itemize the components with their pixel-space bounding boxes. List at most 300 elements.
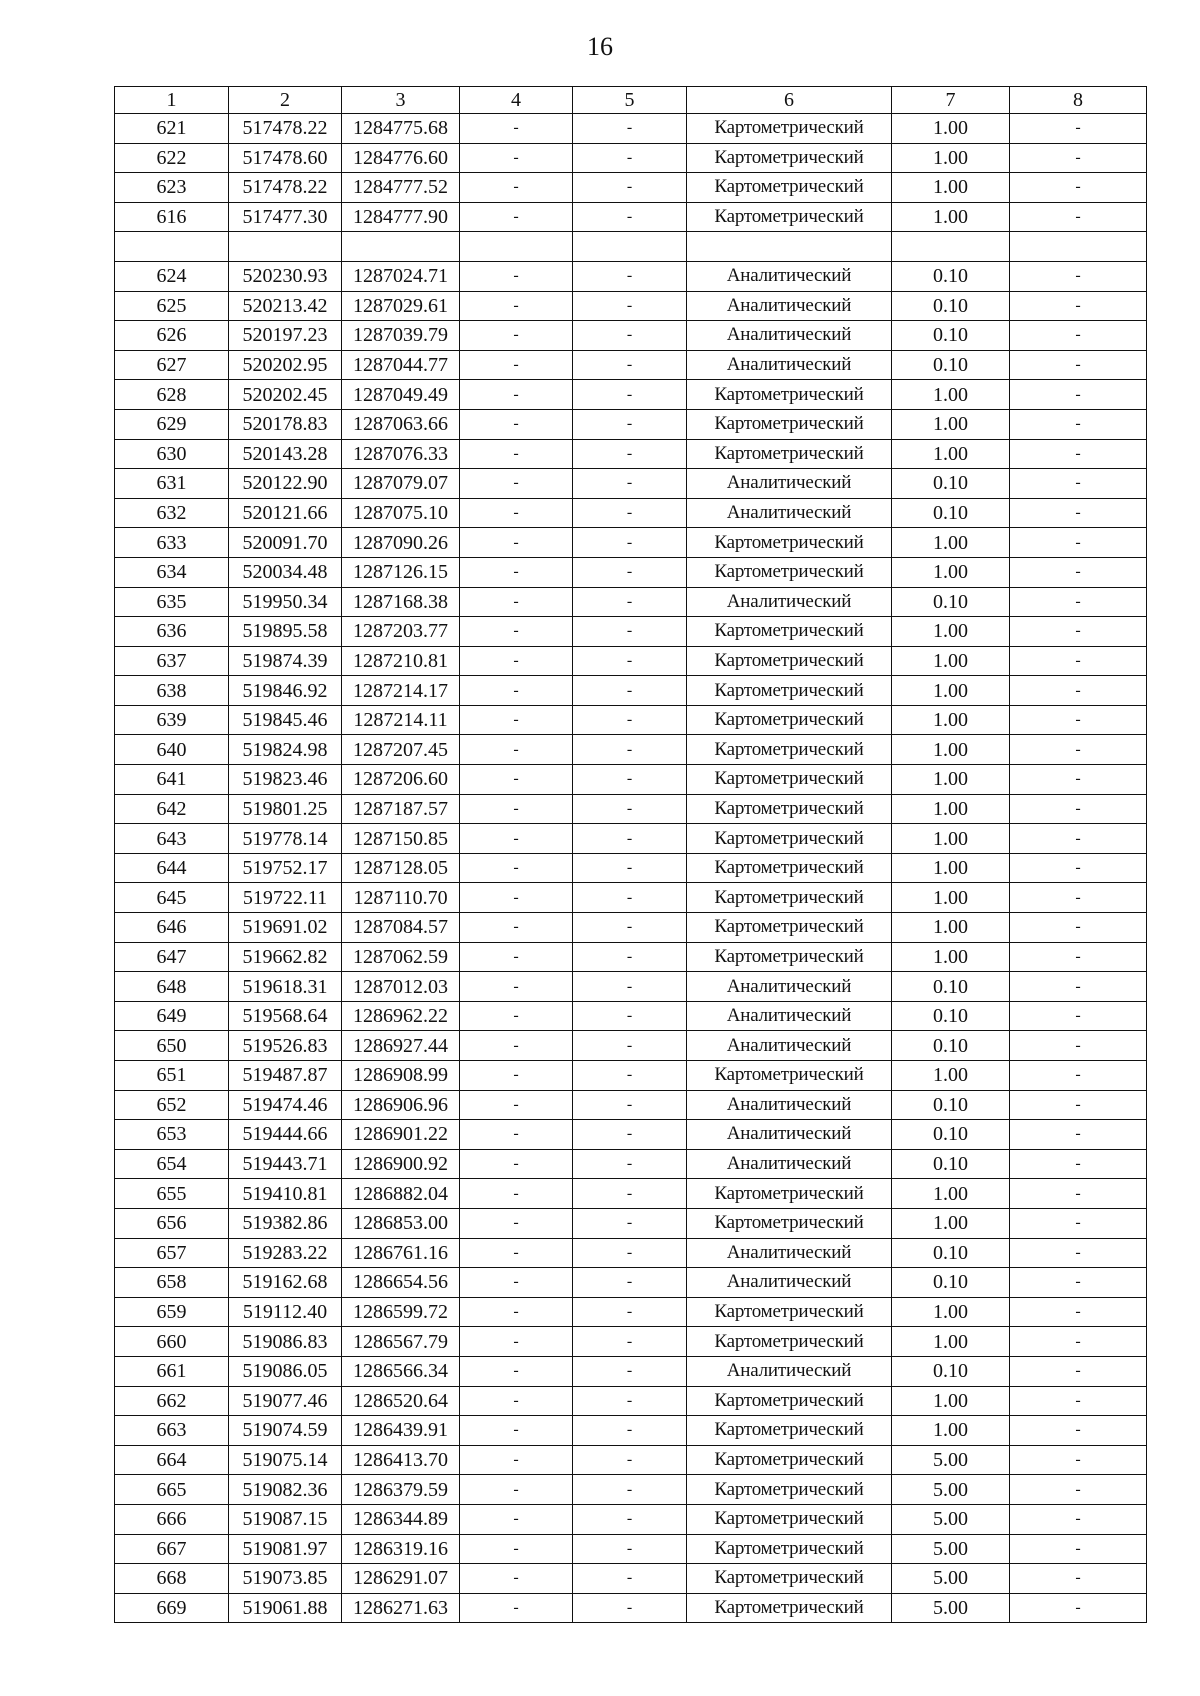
y-coordinate-cell: 1286908.99 [342, 1061, 460, 1091]
x-coordinate-cell: 519086.05 [229, 1356, 342, 1386]
y-coordinate-cell: 1287126.15 [342, 557, 460, 587]
column-8-cell: - [1010, 735, 1147, 765]
point-number-cell: 627 [115, 350, 229, 380]
point-number-cell: 646 [115, 913, 229, 943]
column-4-cell: - [460, 1534, 573, 1564]
x-coordinate-cell: 519950.34 [229, 587, 342, 617]
y-coordinate-cell: 1286271.63 [342, 1593, 460, 1623]
column-4-cell: - [460, 1475, 573, 1505]
column-4-cell: - [460, 1061, 573, 1091]
method-cell: Аналитический [687, 1120, 892, 1150]
column-4-cell: - [460, 1416, 573, 1446]
x-coordinate-cell: 519662.82 [229, 942, 342, 972]
x-coordinate-cell: 520121.66 [229, 498, 342, 528]
accuracy-cell: 0.10 [892, 321, 1010, 351]
y-coordinate-cell: 1287128.05 [342, 853, 460, 883]
column-5-cell: - [573, 202, 687, 232]
accuracy-cell: 1.00 [892, 528, 1010, 558]
column-4-cell: - [460, 1356, 573, 1386]
point-number-cell: 633 [115, 528, 229, 558]
column-5-cell: - [573, 1061, 687, 1091]
method-cell: Картометрический [687, 202, 892, 232]
column-4-cell: - [460, 646, 573, 676]
column-8-cell: - [1010, 913, 1147, 943]
x-coordinate-cell: 520143.28 [229, 439, 342, 469]
table-row [115, 143, 1147, 173]
point-number-cell: 626 [115, 321, 229, 351]
point-number-cell: 658 [115, 1268, 229, 1298]
method-cell: Картометрический [687, 853, 892, 883]
column-8-cell: - [1010, 143, 1147, 173]
accuracy-cell: 1.00 [892, 1327, 1010, 1357]
x-coordinate-cell: 520202.95 [229, 350, 342, 380]
method-cell: Картометрический [687, 439, 892, 469]
point-number-cell: 637 [115, 646, 229, 676]
accuracy-cell: 0.10 [892, 1120, 1010, 1150]
x-coordinate-cell: 519846.92 [229, 676, 342, 706]
accuracy-cell: 5.00 [892, 1504, 1010, 1534]
y-coordinate-cell: 1286566.34 [342, 1356, 460, 1386]
point-number-cell: 625 [115, 291, 229, 321]
x-coordinate-cell [229, 232, 342, 262]
point-number-cell: 650 [115, 1031, 229, 1061]
table-row [115, 1001, 1147, 1031]
column-header: 7 [892, 87, 1010, 114]
column-4-cell: - [460, 1208, 573, 1238]
method-cell: Картометрический [687, 557, 892, 587]
y-coordinate-cell: 1287090.26 [342, 528, 460, 558]
point-number-cell: 661 [115, 1356, 229, 1386]
accuracy-cell: 0.10 [892, 1090, 1010, 1120]
table-row [115, 1416, 1147, 1446]
accuracy-cell: 0.10 [892, 1238, 1010, 1268]
method-cell: Аналитический [687, 1149, 892, 1179]
y-coordinate-cell: 1287044.77 [342, 350, 460, 380]
table-row [115, 557, 1147, 587]
y-coordinate-cell: 1286901.22 [342, 1120, 460, 1150]
y-coordinate-cell: 1287210.81 [342, 646, 460, 676]
column-4-cell: - [460, 1593, 573, 1623]
y-coordinate-cell: 1286927.44 [342, 1031, 460, 1061]
x-coordinate-cell: 519086.83 [229, 1327, 342, 1357]
table-row [115, 587, 1147, 617]
method-cell [687, 232, 892, 262]
x-coordinate-cell: 519077.46 [229, 1386, 342, 1416]
accuracy-cell: 1.00 [892, 173, 1010, 203]
method-cell: Картометрический [687, 380, 892, 410]
column-5-cell: - [573, 853, 687, 883]
column-8-cell: - [1010, 1416, 1147, 1446]
column-4-cell: - [460, 1297, 573, 1327]
column-4-cell: - [460, 261, 573, 291]
column-5-cell: - [573, 321, 687, 351]
method-cell: Аналитический [687, 1031, 892, 1061]
accuracy-cell: 1.00 [892, 1179, 1010, 1209]
column-header: 3 [342, 87, 460, 114]
column-8-cell: - [1010, 1090, 1147, 1120]
x-coordinate-cell: 519487.87 [229, 1061, 342, 1091]
column-8-cell: - [1010, 617, 1147, 647]
method-cell: Картометрический [687, 1564, 892, 1594]
column-5-cell [573, 232, 687, 262]
column-4-cell: - [460, 1238, 573, 1268]
column-5-cell: - [573, 1593, 687, 1623]
accuracy-cell: 0.10 [892, 1149, 1010, 1179]
column-5-cell: - [573, 173, 687, 203]
x-coordinate-cell: 520230.93 [229, 261, 342, 291]
column-4-cell: - [460, 439, 573, 469]
table-row [115, 735, 1147, 765]
method-cell: Аналитический [687, 1238, 892, 1268]
column-4-cell: - [460, 1179, 573, 1209]
x-coordinate-cell: 519474.46 [229, 1090, 342, 1120]
x-coordinate-cell: 519443.71 [229, 1149, 342, 1179]
x-coordinate-cell: 519382.86 [229, 1208, 342, 1238]
table-row [115, 942, 1147, 972]
column-5-cell: - [573, 1120, 687, 1150]
x-coordinate-cell: 519087.15 [229, 1504, 342, 1534]
column-4-cell: - [460, 528, 573, 558]
table-row [115, 350, 1147, 380]
x-coordinate-cell: 520213.42 [229, 291, 342, 321]
column-4-cell: - [460, 972, 573, 1002]
point-number-cell: 639 [115, 705, 229, 735]
table-row [115, 1386, 1147, 1416]
point-number-cell: 654 [115, 1149, 229, 1179]
method-cell: Аналитический [687, 972, 892, 1002]
table-row [115, 913, 1147, 943]
column-4-cell: - [460, 380, 573, 410]
accuracy-cell: 1.00 [892, 1416, 1010, 1446]
point-number-cell: 630 [115, 439, 229, 469]
column-4-cell: - [460, 291, 573, 321]
point-number-cell: 622 [115, 143, 229, 173]
y-coordinate-cell: 1287075.10 [342, 498, 460, 528]
column-4-cell: - [460, 942, 573, 972]
column-4-cell: - [460, 1504, 573, 1534]
x-coordinate-cell: 519074.59 [229, 1416, 342, 1446]
column-8-cell: - [1010, 1327, 1147, 1357]
column-4-cell: - [460, 676, 573, 706]
point-number-cell [115, 232, 229, 262]
column-4-cell: - [460, 1149, 573, 1179]
x-coordinate-cell: 520091.70 [229, 528, 342, 558]
x-coordinate-cell: 519618.31 [229, 972, 342, 1002]
column-header: 5 [573, 87, 687, 114]
x-coordinate-cell: 519082.36 [229, 1475, 342, 1505]
point-number-cell: 644 [115, 853, 229, 883]
point-number-cell: 623 [115, 173, 229, 203]
y-coordinate-cell: 1287207.45 [342, 735, 460, 765]
column-4-cell: - [460, 1386, 573, 1416]
column-5-cell: - [573, 439, 687, 469]
method-cell: Аналитический [687, 1356, 892, 1386]
column-8-cell: - [1010, 1534, 1147, 1564]
column-4-cell: - [460, 469, 573, 499]
column-header: 2 [229, 87, 342, 114]
accuracy-cell: 0.10 [892, 1001, 1010, 1031]
y-coordinate-cell: 1286379.59 [342, 1475, 460, 1505]
column-8-cell: - [1010, 1179, 1147, 1209]
table-body [115, 114, 1147, 1623]
table-row [115, 1504, 1147, 1534]
accuracy-cell: 1.00 [892, 202, 1010, 232]
accuracy-cell: 1.00 [892, 557, 1010, 587]
x-coordinate-cell: 517478.22 [229, 114, 342, 144]
table-row [115, 469, 1147, 499]
accuracy-cell: 0.10 [892, 1356, 1010, 1386]
y-coordinate-cell: 1287203.77 [342, 617, 460, 647]
y-coordinate-cell: 1286900.92 [342, 1149, 460, 1179]
column-8-cell: - [1010, 1001, 1147, 1031]
accuracy-cell: 1.00 [892, 1208, 1010, 1238]
column-8-cell: - [1010, 439, 1147, 469]
column-4-cell: - [460, 1001, 573, 1031]
y-coordinate-cell: 1287168.38 [342, 587, 460, 617]
point-number-cell: 662 [115, 1386, 229, 1416]
method-cell: Картометрический [687, 1593, 892, 1623]
point-number-cell: 643 [115, 824, 229, 854]
column-5-cell: - [573, 765, 687, 795]
column-4-cell: - [460, 705, 573, 735]
point-number-cell: 640 [115, 735, 229, 765]
accuracy-cell: 1.00 [892, 853, 1010, 883]
column-5-cell: - [573, 114, 687, 144]
point-number-cell: 667 [115, 1534, 229, 1564]
method-cell: Картометрический [687, 1475, 892, 1505]
column-8-cell [1010, 232, 1147, 262]
column-8-cell: - [1010, 972, 1147, 1002]
accuracy-cell: 1.00 [892, 794, 1010, 824]
table-row [115, 1297, 1147, 1327]
column-4-cell: - [460, 143, 573, 173]
accuracy-cell: 1.00 [892, 942, 1010, 972]
point-number-cell: 638 [115, 676, 229, 706]
column-5-cell: - [573, 705, 687, 735]
method-cell: Картометрический [687, 1061, 892, 1091]
column-4-cell: - [460, 587, 573, 617]
accuracy-cell: 1.00 [892, 114, 1010, 144]
x-coordinate-cell: 519874.39 [229, 646, 342, 676]
column-5-cell: - [573, 1564, 687, 1594]
accuracy-cell: 0.10 [892, 261, 1010, 291]
column-5-cell: - [573, 1327, 687, 1357]
column-5-cell: - [573, 469, 687, 499]
point-number-cell: 663 [115, 1416, 229, 1446]
point-number-cell: 657 [115, 1238, 229, 1268]
method-cell: Аналитический [687, 291, 892, 321]
accuracy-cell: 0.10 [892, 1031, 1010, 1061]
point-number-cell: 656 [115, 1208, 229, 1238]
column-header: 4 [460, 87, 573, 114]
method-cell: Картометрический [687, 1534, 892, 1564]
point-number-cell: 653 [115, 1120, 229, 1150]
column-4-cell: - [460, 1445, 573, 1475]
column-5-cell: - [573, 1297, 687, 1327]
method-cell: Картометрический [687, 646, 892, 676]
point-number-cell: 632 [115, 498, 229, 528]
accuracy-cell: 5.00 [892, 1534, 1010, 1564]
table-row [115, 824, 1147, 854]
column-4-cell: - [460, 735, 573, 765]
y-coordinate-cell: 1287049.49 [342, 380, 460, 410]
column-8-cell: - [1010, 469, 1147, 499]
column-5-cell: - [573, 617, 687, 647]
column-5-cell: - [573, 498, 687, 528]
column-8-cell: - [1010, 1475, 1147, 1505]
y-coordinate-cell: 1287063.66 [342, 409, 460, 439]
method-cell: Картометрический [687, 765, 892, 795]
column-5-cell: - [573, 261, 687, 291]
y-coordinate-cell: 1287039.79 [342, 321, 460, 351]
y-coordinate-cell: 1286906.96 [342, 1090, 460, 1120]
column-8-cell: - [1010, 1356, 1147, 1386]
accuracy-cell: 1.00 [892, 824, 1010, 854]
column-8-cell: - [1010, 1208, 1147, 1238]
column-4-cell: - [460, 114, 573, 144]
column-5-cell: - [573, 1445, 687, 1475]
column-5-cell: - [573, 350, 687, 380]
column-5-cell: - [573, 1238, 687, 1268]
column-8-cell: - [1010, 1031, 1147, 1061]
y-coordinate-cell: 1287079.07 [342, 469, 460, 499]
column-5-cell: - [573, 528, 687, 558]
column-8-cell: - [1010, 1593, 1147, 1623]
y-coordinate-cell: 1287062.59 [342, 942, 460, 972]
column-5-cell: - [573, 291, 687, 321]
column-4-cell: - [460, 409, 573, 439]
column-5-cell: - [573, 1090, 687, 1120]
x-coordinate-cell: 517478.60 [229, 143, 342, 173]
method-cell: Картометрический [687, 883, 892, 913]
accuracy-cell: 1.00 [892, 765, 1010, 795]
y-coordinate-cell: 1286344.89 [342, 1504, 460, 1534]
column-5-cell: - [573, 676, 687, 706]
column-8-cell: - [1010, 676, 1147, 706]
column-5-cell: - [573, 587, 687, 617]
accuracy-cell: 0.10 [892, 1268, 1010, 1298]
point-number-cell: 651 [115, 1061, 229, 1091]
point-number-cell: 642 [115, 794, 229, 824]
column-5-cell: - [573, 972, 687, 1002]
column-8-cell: - [1010, 1149, 1147, 1179]
method-cell: Картометрический [687, 942, 892, 972]
column-8-cell: - [1010, 824, 1147, 854]
column-5-cell: - [573, 1001, 687, 1031]
column-5-cell: - [573, 646, 687, 676]
column-header: 6 [687, 87, 892, 114]
y-coordinate-cell: 1286291.07 [342, 1564, 460, 1594]
method-cell: Аналитический [687, 498, 892, 528]
method-cell: Аналитический [687, 587, 892, 617]
accuracy-cell: 1.00 [892, 409, 1010, 439]
method-cell: Картометрический [687, 409, 892, 439]
point-number-cell: 641 [115, 765, 229, 795]
point-number-cell: 629 [115, 409, 229, 439]
y-coordinate-cell: 1287187.57 [342, 794, 460, 824]
table-row [115, 1238, 1147, 1268]
method-cell: Аналитический [687, 1268, 892, 1298]
column-5-cell: - [573, 1504, 687, 1534]
accuracy-cell: 1.00 [892, 1297, 1010, 1327]
column-5-cell: - [573, 824, 687, 854]
column-5-cell: - [573, 794, 687, 824]
y-coordinate-cell: 1287024.71 [342, 261, 460, 291]
y-coordinate-cell: 1287084.57 [342, 913, 460, 943]
x-coordinate-cell: 519081.97 [229, 1534, 342, 1564]
column-8-cell: - [1010, 853, 1147, 883]
point-number-cell: 648 [115, 972, 229, 1002]
x-coordinate-cell: 520178.83 [229, 409, 342, 439]
table-row [115, 1268, 1147, 1298]
method-cell: Картометрический [687, 1327, 892, 1357]
column-8-cell: - [1010, 1445, 1147, 1475]
column-4-cell: - [460, 853, 573, 883]
accuracy-cell: 5.00 [892, 1445, 1010, 1475]
accuracy-cell: 0.10 [892, 469, 1010, 499]
column-8-cell: - [1010, 321, 1147, 351]
column-8-cell: - [1010, 350, 1147, 380]
table-row [115, 291, 1147, 321]
column-8-cell: - [1010, 114, 1147, 144]
table-row [115, 972, 1147, 1002]
x-coordinate-cell: 519722.11 [229, 883, 342, 913]
method-cell: Картометрический [687, 824, 892, 854]
table-row [115, 1534, 1147, 1564]
column-4-cell: - [460, 883, 573, 913]
y-coordinate-cell: 1286319.16 [342, 1534, 460, 1564]
x-coordinate-cell: 519895.58 [229, 617, 342, 647]
table-row [115, 765, 1147, 795]
x-coordinate-cell: 519073.85 [229, 1564, 342, 1594]
column-5-cell: - [573, 1356, 687, 1386]
column-8-cell: - [1010, 291, 1147, 321]
table-row [115, 439, 1147, 469]
column-8-cell: - [1010, 557, 1147, 587]
column-8-cell: - [1010, 202, 1147, 232]
column-4-cell: - [460, 1031, 573, 1061]
column-5-cell: - [573, 1416, 687, 1446]
table-row [115, 1356, 1147, 1386]
x-coordinate-cell: 520197.23 [229, 321, 342, 351]
table-row [115, 1208, 1147, 1238]
accuracy-cell: 0.10 [892, 972, 1010, 1002]
method-cell: Аналитический [687, 321, 892, 351]
column-8-cell: - [1010, 1504, 1147, 1534]
column-4-cell: - [460, 617, 573, 647]
y-coordinate-cell: 1286882.04 [342, 1179, 460, 1209]
accuracy-cell: 0.10 [892, 291, 1010, 321]
method-cell: Картометрический [687, 617, 892, 647]
column-5-cell: - [573, 143, 687, 173]
point-number-cell: 631 [115, 469, 229, 499]
x-coordinate-cell: 517478.22 [229, 173, 342, 203]
y-coordinate-cell: 1286853.00 [342, 1208, 460, 1238]
column-5-cell: - [573, 1475, 687, 1505]
column-5-cell: - [573, 1268, 687, 1298]
column-4-cell: - [460, 1090, 573, 1120]
x-coordinate-cell: 519824.98 [229, 735, 342, 765]
column-5-cell: - [573, 1208, 687, 1238]
column-8-cell: - [1010, 1297, 1147, 1327]
table-row [115, 173, 1147, 203]
table-row [115, 1445, 1147, 1475]
accuracy-cell: 1.00 [892, 1386, 1010, 1416]
y-coordinate-cell: 1286439.91 [342, 1416, 460, 1446]
y-coordinate-cell: 1284777.52 [342, 173, 460, 203]
x-coordinate-cell: 520034.48 [229, 557, 342, 587]
method-cell: Картометрический [687, 1179, 892, 1209]
